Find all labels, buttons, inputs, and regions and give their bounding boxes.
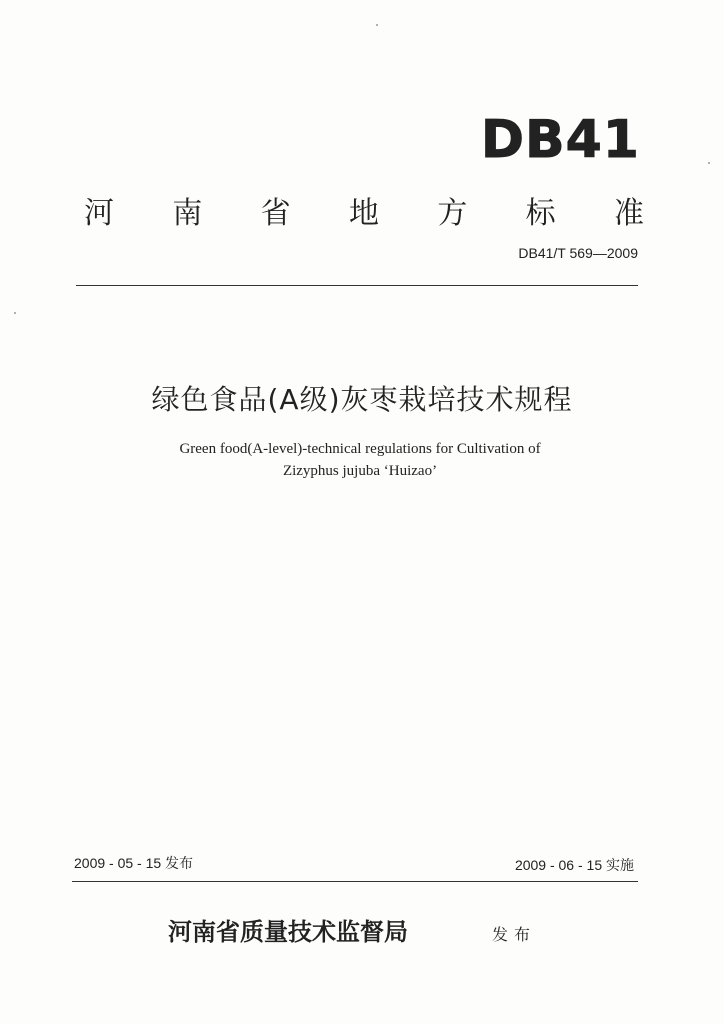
scan-speck	[14, 312, 16, 314]
standard-type-char: 方	[437, 196, 468, 231]
standard-type-char: 地	[348, 196, 379, 231]
db41-mark: DB41	[480, 110, 640, 170]
issue-date: 2009 - 05 - 15 发布	[74, 855, 194, 871]
standard-type-heading	[84, 188, 644, 232]
implementation-date: 2009 - 06 - 15 实施	[514, 857, 634, 873]
english-title-line: Green food(A-level)-technical regulations for Cultivation of	[179, 441, 541, 457]
document-title-english	[60, 438, 660, 482]
english-title-line: Zizyphus jujuba ‘Huizao’	[282, 463, 438, 479]
standard-type-char: 准	[613, 196, 644, 231]
document-title-chinese: 绿色食品(A级)灰枣栽培技术规程	[151, 383, 573, 416]
scan-speck	[376, 24, 378, 26]
issued-label: 发布	[492, 925, 537, 944]
standard-type-char: 南	[172, 196, 203, 231]
standard-type-char: 河	[84, 196, 114, 231]
top-divider	[76, 285, 638, 286]
issuing-authority: 河南省质量技术监督局	[168, 917, 408, 946]
bottom-divider	[72, 881, 638, 882]
standard-type-char: 省	[260, 196, 291, 231]
standard-code: DB41/T 569—2009	[518, 245, 638, 261]
standard-type-char: 标	[525, 196, 556, 231]
scan-speck	[708, 162, 710, 164]
